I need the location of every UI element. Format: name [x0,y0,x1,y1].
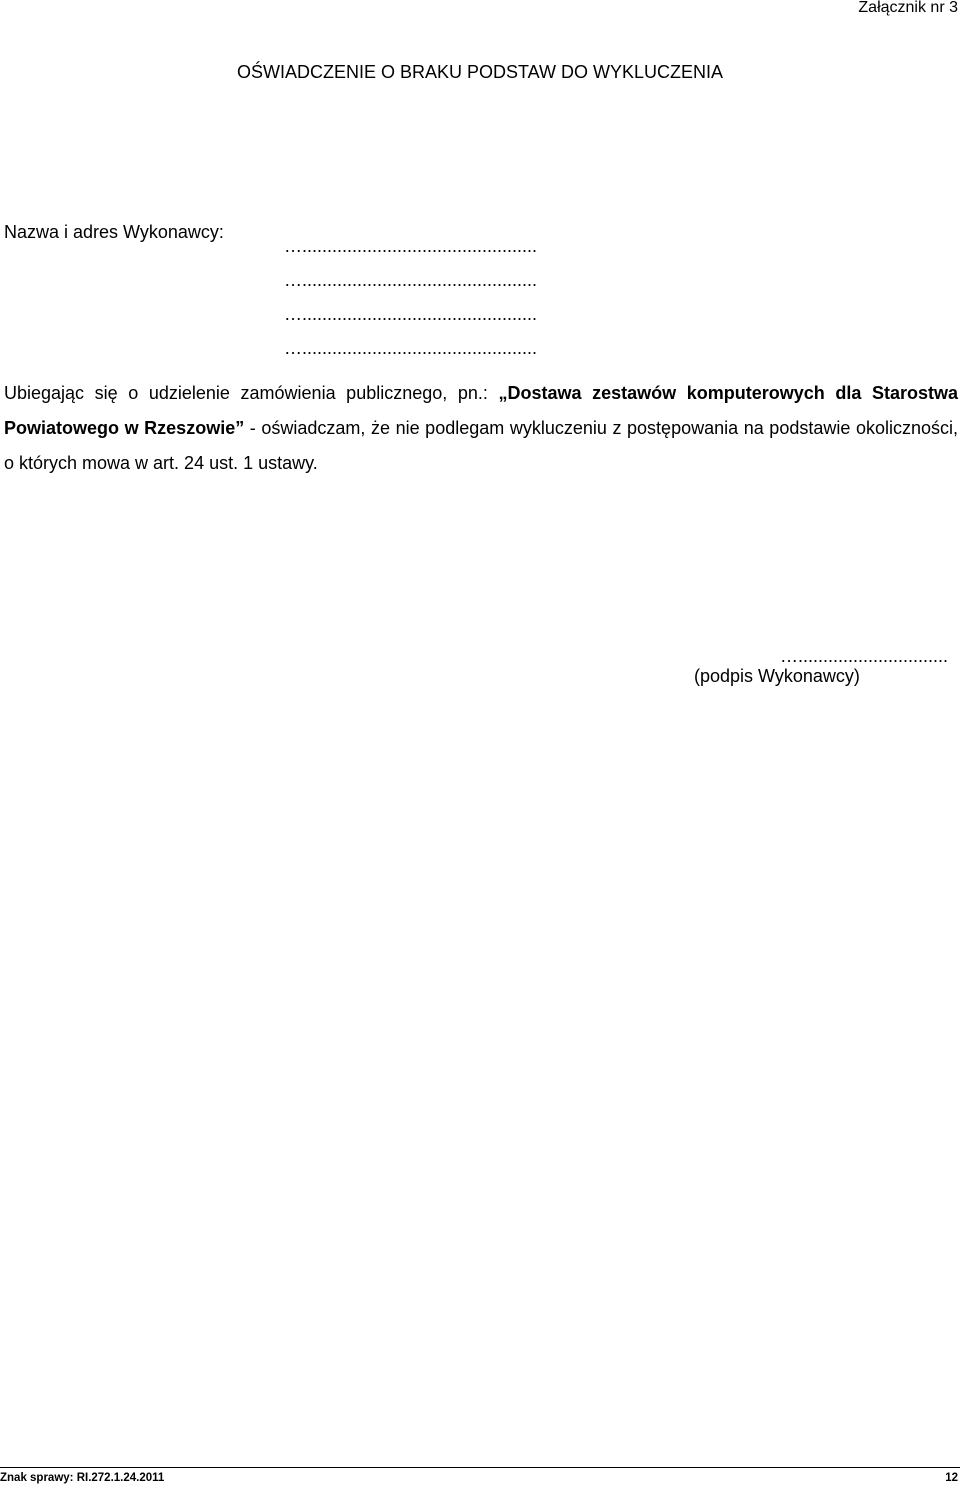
contractor-line: …............................................... [284,338,538,358]
statement-paragraph [4,376,958,481]
contractor-line: …............................................... [284,236,538,256]
statement-intro: Ubiegając się o udzielenie zamówienia publicznego, pn.: [4,383,499,403]
contractor-fill-lines [284,229,537,365]
page-number: 12 [945,1472,958,1484]
case-reference: Znak sprawy: RI.272.1.24.2011 [0,1472,165,1484]
signature-block [694,646,948,686]
page-title: OŚWIADCZENIE O BRAKU PODSTAW DO WYKLUCZENIA [236,62,724,82]
contractor-label: Nazwa i adres Wykonawcy: [4,222,224,242]
signature-line: ….............................. [779,646,948,666]
signature-caption: (podpis Wykonawcy) [694,666,860,686]
statement-body: - oświadczam, że nie podlegam wykluczeniu z postępowania na podstawie okoliczności, o których mowa w art. 24 ust. 1 ustawy. [4,418,958,473]
attachment-label: Załącznik nr 3 [858,0,958,16]
contractor-line: …............................................... [284,304,538,324]
contractor-line: …............................................... [284,270,538,290]
page-footer [0,1467,960,1487]
procurement-subject: „Dostawa zestawów komputerowych dla Starostwa Powiatowego w Rzeszowie” [4,383,958,438]
